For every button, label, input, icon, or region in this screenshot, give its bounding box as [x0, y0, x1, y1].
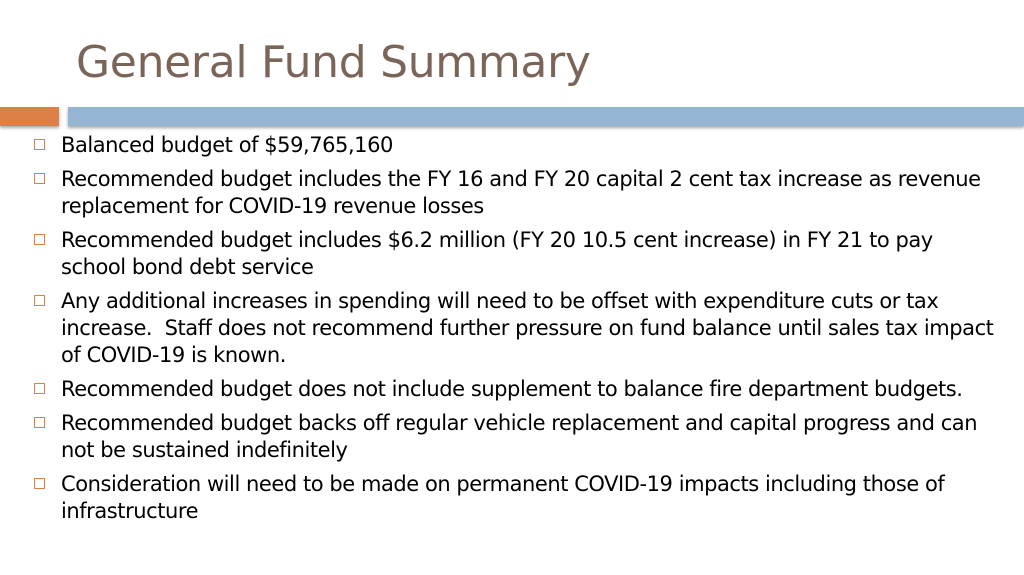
bullet-text: Recommended budget does not include supplement to balance fire department budgets. — [61, 377, 963, 401]
bullet-text: Any additional increases in spending will need to be offset with expenditure cuts or tax increase. Staff does not recommend further pressure on fund balance until sales tax impact of COVID-19 is known. — [61, 289, 1000, 367]
square-bullet-icon — [34, 295, 45, 306]
square-bullet-icon — [34, 478, 45, 489]
bullet-item — [34, 410, 1002, 464]
bullet-item — [34, 227, 1002, 281]
title-accent-bar-orange — [0, 107, 59, 126]
square-bullet-icon — [34, 234, 45, 245]
bullet-text: Recommended budget backs off regular vehicle replacement and capital progress and can not be sustained indefinitely — [61, 411, 984, 462]
bullet-item — [34, 471, 1002, 525]
square-bullet-icon — [34, 383, 45, 394]
bullet-item — [34, 132, 1002, 159]
bullet-text: Consideration will need to be made on permanent COVID-19 impacts including those of infrastructure — [61, 472, 951, 523]
bullet-item — [34, 166, 1002, 220]
square-bullet-icon — [34, 139, 45, 150]
bullet-item — [34, 288, 1002, 369]
square-bullet-icon — [34, 173, 45, 184]
title-accent-bar-blue — [68, 107, 1024, 126]
bullet-text: Recommended budget includes the FY 16 and FY 20 capital 2 cent tax increase as revenue replacement for COVID-19 revenue losses — [61, 167, 987, 218]
square-bullet-icon — [34, 417, 45, 428]
slide-title: General Fund Summary — [76, 37, 591, 88]
bullet-text: Balanced budget of $59,765,160 — [61, 133, 393, 157]
bullet-item — [34, 376, 1002, 403]
bullet-list — [34, 132, 1002, 532]
bullet-text: Recommended budget includes $6.2 million (FY 20 10.5 cent increase) in FY 21 to pay school bond debt service — [61, 228, 939, 279]
